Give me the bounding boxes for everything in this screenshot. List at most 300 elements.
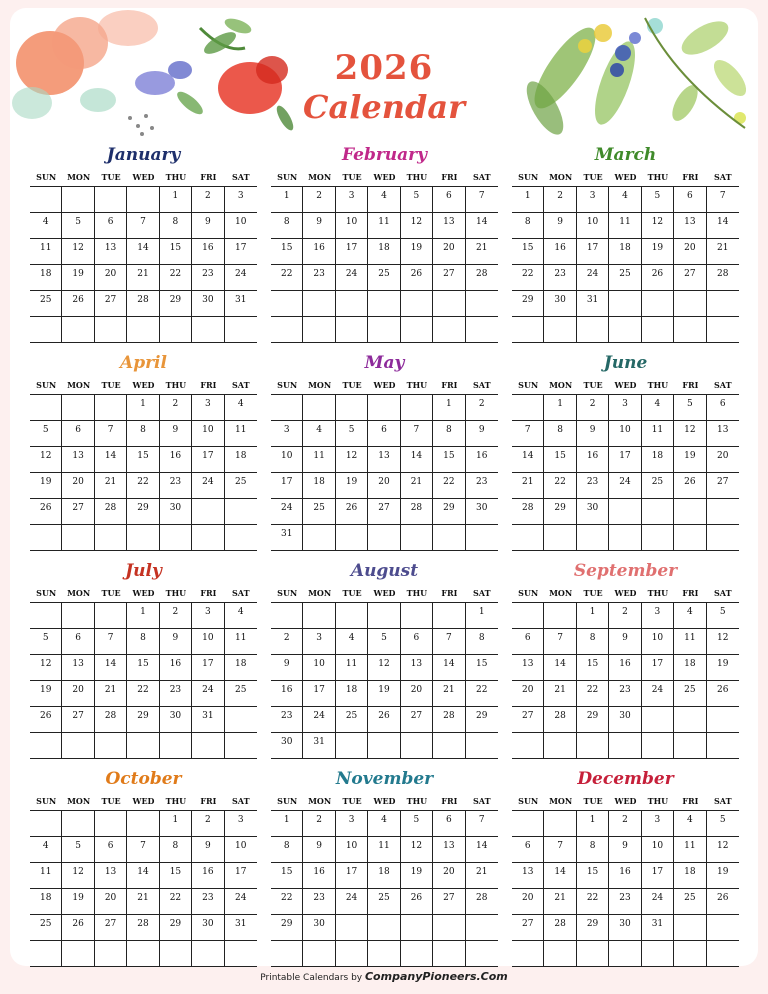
weekday-label: FRI bbox=[200, 588, 217, 598]
month-may bbox=[271, 348, 498, 551]
empty-cell bbox=[433, 317, 465, 343]
day-cell: 23 bbox=[609, 681, 641, 707]
day-cell: 28 bbox=[512, 499, 544, 525]
day-cell: 6 bbox=[674, 187, 706, 213]
weekday-label: THU bbox=[165, 172, 187, 182]
calendar-year: 2026 bbox=[334, 48, 434, 88]
empty-cell bbox=[368, 395, 400, 421]
day-cell: 1 bbox=[271, 811, 303, 837]
weekday-label: FRI bbox=[441, 588, 458, 598]
weekday-label: TUE bbox=[342, 380, 362, 390]
day-cell: 2 bbox=[609, 811, 641, 837]
day-cell: 28 bbox=[433, 707, 465, 733]
day-cell: 9 bbox=[609, 837, 641, 863]
day-cell: 23 bbox=[577, 473, 609, 499]
day-cell: 6 bbox=[95, 213, 127, 239]
weekday-label: THU bbox=[647, 380, 669, 390]
empty-cell bbox=[466, 317, 498, 343]
empty-cell bbox=[707, 525, 739, 551]
weekday-label: TUE bbox=[101, 796, 121, 806]
day-cell: 23 bbox=[544, 265, 576, 291]
day-cell: 2 bbox=[160, 603, 192, 629]
day-cell: 9 bbox=[192, 213, 224, 239]
weekday-label: SAT bbox=[232, 796, 250, 806]
weekday-label: SAT bbox=[714, 588, 732, 598]
weekday-header bbox=[271, 586, 498, 603]
day-cell: 29 bbox=[160, 915, 192, 941]
day-cell: 16 bbox=[609, 655, 641, 681]
day-cell: 5 bbox=[642, 187, 674, 213]
weekday-label: SAT bbox=[232, 380, 250, 390]
day-cell: 28 bbox=[466, 265, 498, 291]
day-cell: 13 bbox=[62, 655, 94, 681]
day-cell: 26 bbox=[401, 265, 433, 291]
day-cell: 11 bbox=[225, 421, 257, 447]
day-cell: 25 bbox=[368, 889, 400, 915]
day-cell: 6 bbox=[433, 187, 465, 213]
day-cell: 11 bbox=[303, 447, 335, 473]
day-cell: 15 bbox=[271, 863, 303, 889]
day-cell: 10 bbox=[225, 837, 257, 863]
weekday-header bbox=[512, 170, 739, 187]
day-cell: 19 bbox=[707, 863, 739, 889]
day-grid bbox=[271, 187, 498, 343]
day-cell: 13 bbox=[95, 863, 127, 889]
day-cell: 25 bbox=[225, 681, 257, 707]
day-cell: 16 bbox=[192, 239, 224, 265]
day-cell: 13 bbox=[512, 863, 544, 889]
empty-cell bbox=[225, 499, 257, 525]
day-cell: 21 bbox=[544, 889, 576, 915]
month-name: May bbox=[364, 353, 405, 373]
day-cell: 22 bbox=[271, 889, 303, 915]
day-cell: 24 bbox=[303, 707, 335, 733]
day-cell: 4 bbox=[642, 395, 674, 421]
empty-cell bbox=[433, 603, 465, 629]
weekday-header bbox=[271, 378, 498, 395]
empty-cell bbox=[271, 395, 303, 421]
day-cell: 7 bbox=[127, 837, 159, 863]
weekday-label: MON bbox=[67, 796, 91, 806]
day-cell: 4 bbox=[368, 187, 400, 213]
day-grid bbox=[512, 603, 739, 759]
weekday-label: MON bbox=[67, 588, 91, 598]
empty-cell bbox=[160, 525, 192, 551]
day-cell: 1 bbox=[577, 811, 609, 837]
day-cell: 2 bbox=[303, 811, 335, 837]
day-cell: 11 bbox=[30, 239, 62, 265]
day-cell: 8 bbox=[127, 421, 159, 447]
empty-cell bbox=[466, 915, 498, 941]
day-cell: 25 bbox=[609, 265, 641, 291]
weekday-label: WED bbox=[373, 796, 396, 806]
day-cell: 13 bbox=[512, 655, 544, 681]
day-grid bbox=[30, 187, 257, 343]
day-cell: 8 bbox=[271, 837, 303, 863]
day-cell: 16 bbox=[271, 681, 303, 707]
day-cell: 4 bbox=[303, 421, 335, 447]
day-cell: 28 bbox=[707, 265, 739, 291]
day-cell: 1 bbox=[577, 603, 609, 629]
weekday-label: SUN bbox=[518, 796, 539, 806]
day-cell: 27 bbox=[433, 265, 465, 291]
empty-cell bbox=[368, 525, 400, 551]
day-cell: 5 bbox=[401, 187, 433, 213]
empty-cell bbox=[336, 733, 368, 759]
empty-cell bbox=[192, 317, 224, 343]
empty-cell bbox=[466, 525, 498, 551]
day-cell: 11 bbox=[674, 629, 706, 655]
day-cell: 4 bbox=[225, 395, 257, 421]
day-cell: 22 bbox=[127, 473, 159, 499]
empty-cell bbox=[642, 499, 674, 525]
day-cell: 2 bbox=[192, 187, 224, 213]
empty-cell bbox=[368, 317, 400, 343]
weekday-label: WED bbox=[132, 380, 155, 390]
weekday-header bbox=[30, 794, 257, 811]
weekday-label: TUE bbox=[342, 588, 362, 598]
day-cell: 25 bbox=[303, 499, 335, 525]
day-cell: 18 bbox=[674, 655, 706, 681]
day-cell: 14 bbox=[95, 655, 127, 681]
day-cell: 6 bbox=[368, 421, 400, 447]
day-cell: 6 bbox=[707, 395, 739, 421]
day-cell: 16 bbox=[577, 447, 609, 473]
day-cell: 31 bbox=[225, 291, 257, 317]
weekday-label: THU bbox=[647, 796, 669, 806]
empty-cell bbox=[577, 317, 609, 343]
weekday-label: SUN bbox=[277, 796, 298, 806]
day-cell: 24 bbox=[642, 889, 674, 915]
empty-cell bbox=[225, 317, 257, 343]
empty-cell bbox=[401, 603, 433, 629]
empty-cell bbox=[609, 317, 641, 343]
month-june bbox=[512, 348, 739, 551]
weekday-label: SUN bbox=[36, 380, 57, 390]
weekday-label: MON bbox=[549, 588, 573, 598]
day-cell: 12 bbox=[674, 421, 706, 447]
month-name: February bbox=[341, 145, 427, 165]
day-cell: 2 bbox=[609, 603, 641, 629]
day-cell: 22 bbox=[127, 681, 159, 707]
day-cell: 5 bbox=[707, 603, 739, 629]
month-december bbox=[512, 764, 739, 967]
empty-cell bbox=[674, 317, 706, 343]
day-cell: 31 bbox=[271, 525, 303, 551]
day-cell: 15 bbox=[512, 239, 544, 265]
day-cell: 23 bbox=[303, 265, 335, 291]
day-cell: 16 bbox=[466, 447, 498, 473]
day-cell: 3 bbox=[336, 811, 368, 837]
weekday-label: WED bbox=[373, 172, 396, 182]
day-cell: 20 bbox=[95, 889, 127, 915]
empty-cell bbox=[609, 291, 641, 317]
day-cell: 12 bbox=[336, 447, 368, 473]
empty-cell bbox=[707, 707, 739, 733]
empty-cell bbox=[225, 525, 257, 551]
day-cell: 25 bbox=[368, 265, 400, 291]
day-cell: 25 bbox=[336, 707, 368, 733]
day-cell: 8 bbox=[577, 629, 609, 655]
empty-cell bbox=[62, 187, 94, 213]
day-cell: 26 bbox=[642, 265, 674, 291]
day-cell: 27 bbox=[512, 915, 544, 941]
month-name: June bbox=[603, 353, 648, 373]
weekday-label: MON bbox=[308, 172, 332, 182]
day-cell: 24 bbox=[271, 499, 303, 525]
day-cell: 10 bbox=[642, 629, 674, 655]
weekday-label: MON bbox=[549, 380, 573, 390]
day-cell: 11 bbox=[225, 629, 257, 655]
day-cell: 28 bbox=[95, 499, 127, 525]
day-cell: 30 bbox=[466, 499, 498, 525]
day-cell: 18 bbox=[368, 239, 400, 265]
day-cell: 29 bbox=[433, 499, 465, 525]
day-cell: 30 bbox=[192, 291, 224, 317]
day-cell: 27 bbox=[62, 499, 94, 525]
empty-cell bbox=[433, 733, 465, 759]
empty-cell bbox=[127, 525, 159, 551]
empty-cell bbox=[160, 941, 192, 967]
month-november bbox=[271, 764, 498, 967]
weekday-label: WED bbox=[614, 380, 637, 390]
day-cell: 20 bbox=[512, 681, 544, 707]
weekday-label: WED bbox=[373, 380, 396, 390]
empty-cell bbox=[674, 525, 706, 551]
day-cell: 20 bbox=[674, 239, 706, 265]
day-cell: 21 bbox=[127, 265, 159, 291]
day-cell: 30 bbox=[192, 915, 224, 941]
day-cell: 31 bbox=[642, 915, 674, 941]
day-cell: 24 bbox=[192, 681, 224, 707]
day-cell: 10 bbox=[192, 421, 224, 447]
day-cell: 9 bbox=[271, 655, 303, 681]
weekday-label: MON bbox=[67, 380, 91, 390]
day-cell: 20 bbox=[62, 473, 94, 499]
empty-cell bbox=[192, 525, 224, 551]
day-cell: 6 bbox=[512, 837, 544, 863]
day-cell: 11 bbox=[642, 421, 674, 447]
day-cell: 18 bbox=[674, 863, 706, 889]
day-cell: 22 bbox=[577, 889, 609, 915]
day-cell: 23 bbox=[192, 265, 224, 291]
month-name: October bbox=[105, 769, 182, 789]
weekday-label: SUN bbox=[518, 172, 539, 182]
day-cell: 14 bbox=[512, 447, 544, 473]
empty-cell bbox=[577, 733, 609, 759]
empty-cell bbox=[271, 291, 303, 317]
day-cell: 1 bbox=[544, 395, 576, 421]
day-cell: 19 bbox=[368, 681, 400, 707]
footer-credit bbox=[0, 970, 768, 983]
day-cell: 21 bbox=[127, 889, 159, 915]
weekday-label: FRI bbox=[441, 380, 458, 390]
day-cell: 10 bbox=[192, 629, 224, 655]
day-cell: 19 bbox=[642, 239, 674, 265]
weekday-label: MON bbox=[308, 588, 332, 598]
empty-cell bbox=[707, 941, 739, 967]
day-cell: 7 bbox=[544, 837, 576, 863]
month-name: November bbox=[335, 769, 434, 789]
day-cell: 5 bbox=[62, 837, 94, 863]
empty-cell bbox=[225, 707, 257, 733]
empty-cell bbox=[62, 317, 94, 343]
day-cell: 30 bbox=[609, 915, 641, 941]
day-cell: 17 bbox=[192, 447, 224, 473]
day-cell: 23 bbox=[160, 681, 192, 707]
empty-cell bbox=[512, 395, 544, 421]
day-cell: 18 bbox=[303, 473, 335, 499]
day-cell: 1 bbox=[160, 187, 192, 213]
day-cell: 29 bbox=[160, 291, 192, 317]
month-name: August bbox=[350, 561, 419, 581]
empty-cell bbox=[544, 603, 576, 629]
day-cell: 15 bbox=[544, 447, 576, 473]
day-cell: 29 bbox=[127, 707, 159, 733]
weekday-label: THU bbox=[406, 380, 428, 390]
day-cell: 19 bbox=[30, 473, 62, 499]
empty-cell bbox=[368, 733, 400, 759]
day-cell: 3 bbox=[577, 187, 609, 213]
empty-cell bbox=[192, 941, 224, 967]
day-cell: 9 bbox=[160, 421, 192, 447]
weekday-label: TUE bbox=[583, 172, 603, 182]
day-cell: 17 bbox=[336, 863, 368, 889]
day-cell: 23 bbox=[192, 889, 224, 915]
day-cell: 1 bbox=[512, 187, 544, 213]
day-cell: 30 bbox=[609, 707, 641, 733]
day-cell: 12 bbox=[368, 655, 400, 681]
day-cell: 16 bbox=[160, 655, 192, 681]
empty-cell bbox=[336, 395, 368, 421]
empty-cell bbox=[95, 603, 127, 629]
day-cell: 14 bbox=[95, 447, 127, 473]
day-cell: 16 bbox=[609, 863, 641, 889]
day-cell: 11 bbox=[674, 837, 706, 863]
weekday-label: SUN bbox=[277, 588, 298, 598]
day-cell: 29 bbox=[512, 291, 544, 317]
weekday-header bbox=[30, 170, 257, 187]
day-cell: 13 bbox=[707, 421, 739, 447]
day-cell: 9 bbox=[303, 837, 335, 863]
day-grid bbox=[271, 395, 498, 551]
weekday-label: FRI bbox=[200, 172, 217, 182]
day-cell: 13 bbox=[401, 655, 433, 681]
month-september bbox=[512, 556, 739, 759]
day-cell: 2 bbox=[466, 395, 498, 421]
weekday-header bbox=[512, 586, 739, 603]
day-cell: 26 bbox=[707, 681, 739, 707]
day-cell: 29 bbox=[577, 707, 609, 733]
day-cell: 4 bbox=[674, 603, 706, 629]
empty-cell bbox=[512, 941, 544, 967]
day-cell: 17 bbox=[225, 863, 257, 889]
day-cell: 7 bbox=[466, 187, 498, 213]
day-cell: 11 bbox=[368, 213, 400, 239]
weekday-label: WED bbox=[373, 588, 396, 598]
weekday-label: SAT bbox=[473, 796, 491, 806]
day-cell: 25 bbox=[30, 915, 62, 941]
day-cell: 24 bbox=[192, 473, 224, 499]
day-cell: 3 bbox=[192, 395, 224, 421]
day-cell: 13 bbox=[368, 447, 400, 473]
empty-cell bbox=[642, 291, 674, 317]
day-cell: 13 bbox=[674, 213, 706, 239]
weekday-label: FRI bbox=[200, 380, 217, 390]
empty-cell bbox=[674, 733, 706, 759]
month-name: January bbox=[106, 145, 181, 165]
empty-cell bbox=[30, 941, 62, 967]
empty-cell bbox=[225, 733, 257, 759]
day-cell: 19 bbox=[674, 447, 706, 473]
day-cell: 25 bbox=[674, 889, 706, 915]
empty-cell bbox=[303, 603, 335, 629]
day-cell: 13 bbox=[433, 837, 465, 863]
day-cell: 14 bbox=[466, 837, 498, 863]
day-cell: 3 bbox=[642, 603, 674, 629]
day-cell: 5 bbox=[707, 811, 739, 837]
month-march bbox=[512, 140, 739, 343]
day-cell: 1 bbox=[127, 395, 159, 421]
weekday-label: SUN bbox=[277, 380, 298, 390]
empty-cell bbox=[544, 525, 576, 551]
empty-cell bbox=[577, 525, 609, 551]
day-cell: 5 bbox=[336, 421, 368, 447]
day-cell: 19 bbox=[401, 863, 433, 889]
day-cell: 26 bbox=[336, 499, 368, 525]
day-grid bbox=[30, 603, 257, 759]
day-cell: 9 bbox=[192, 837, 224, 863]
day-cell: 10 bbox=[271, 447, 303, 473]
weekday-label: THU bbox=[165, 380, 187, 390]
empty-cell bbox=[642, 941, 674, 967]
empty-cell bbox=[544, 811, 576, 837]
day-grid bbox=[30, 395, 257, 551]
day-cell: 10 bbox=[336, 213, 368, 239]
empty-cell bbox=[303, 317, 335, 343]
day-cell: 28 bbox=[127, 915, 159, 941]
weekday-label: SAT bbox=[714, 172, 732, 182]
day-cell: 26 bbox=[30, 499, 62, 525]
day-cell: 22 bbox=[466, 681, 498, 707]
day-cell: 25 bbox=[674, 681, 706, 707]
empty-cell bbox=[271, 603, 303, 629]
weekday-label: FRI bbox=[682, 588, 699, 598]
day-cell: 17 bbox=[577, 239, 609, 265]
empty-cell bbox=[544, 733, 576, 759]
day-cell: 9 bbox=[577, 421, 609, 447]
weekday-label: WED bbox=[132, 588, 155, 598]
weekday-label: SUN bbox=[277, 172, 298, 182]
day-cell: 31 bbox=[303, 733, 335, 759]
day-cell: 30 bbox=[303, 915, 335, 941]
day-cell: 14 bbox=[707, 213, 739, 239]
day-cell: 16 bbox=[303, 863, 335, 889]
weekday-label: THU bbox=[406, 588, 428, 598]
day-cell: 8 bbox=[577, 837, 609, 863]
day-cell: 14 bbox=[466, 213, 498, 239]
empty-cell bbox=[95, 941, 127, 967]
day-cell: 9 bbox=[466, 421, 498, 447]
day-cell: 9 bbox=[303, 213, 335, 239]
empty-cell bbox=[642, 707, 674, 733]
day-cell: 6 bbox=[62, 629, 94, 655]
day-cell: 3 bbox=[303, 629, 335, 655]
day-cell: 19 bbox=[30, 681, 62, 707]
empty-cell bbox=[336, 525, 368, 551]
empty-cell bbox=[433, 525, 465, 551]
day-cell: 19 bbox=[401, 239, 433, 265]
